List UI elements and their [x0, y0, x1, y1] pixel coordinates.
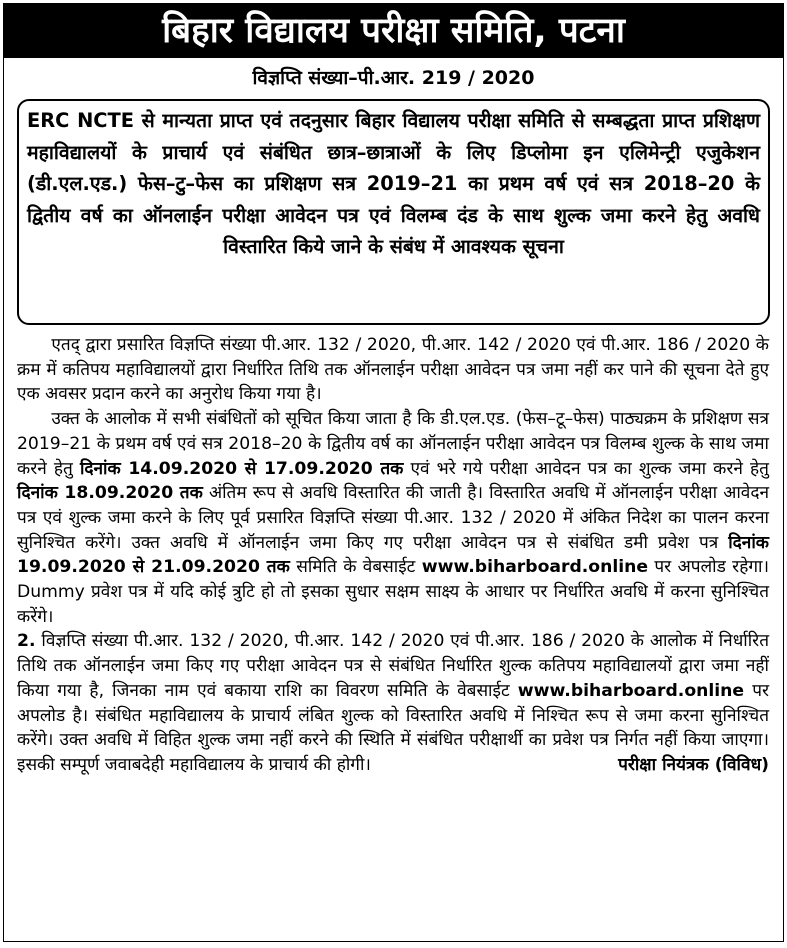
para2-text: एवं भरे गये परीक्षा आवेदन पत्र का शुल्क जमा करने हेतु [403, 458, 769, 479]
notice-body [17, 333, 769, 778]
subject-text: ERC NCTE से मान्यता प्राप्त एवं तदनुसार बिहार विद्यालय परीक्षा समिति से सम्बद्धता प्राप्त प्रशिक्षण महाविद्यालयों के प्राचार्य एवं संबंधित छात्र–छात्राओं के लिए डिप्लोमा इन एलिमेन्ट्री एजुकेशन (डी.एल.एड.) फेस–टु–फेस का प्रशिक्षण सत्र 2019–21 का प्रथम वर्ष एवं सत्र 2018–20 के द्वितीय वर्ष का ऑनलाईन परीक्षा आवेदन पत्र एवं विलम्ब दंड के साथ शुल्क जमा करने हेतु अवधि विस्तारित किये जाने के संबंध में आवश्यक सूचना [27, 109, 760, 258]
para3-text: विज्ञप्ति संख्या पी.आर. 132 / 2020, पी.आर. 142 / 2020 एवं पी.आर. 186 / 2020 के आलोक में निर्धारित तिथि तक ऑनलाईन जमा किए गए परीक्षा आवेदन पत्र से संबंधित निर्धारित शुल्क कतिपय महाविद्यालयों द्वारा जमा नहीं किया गया है, जिनका नाम एवं बकाया राशि का विवरण समिति के वेबसाईट [17, 631, 769, 701]
notice-number: विज्ञप्ति संख्या–पी.आर. 219 / 2020 [252, 67, 535, 89]
para2-text: अंतिम रूप से अवधि विस्तारित की जाती है। विस्तारित अवधि में ऑनलाईन परीक्षा आवेदन पत्र एवं शुल्क जमा करने के लिए पूर्व प्रसारित विज्ञप्ति संख्या पी.आर. 132 / 2020 में अंकित निदेश का पालन करना सुनिश्चित करेंगे। उक्त अवधि में ऑनलाईन जमा किए गए परीक्षा आवेदन पत्र से संबंधित डमी प्रवेश पत्र [17, 483, 769, 553]
para2-text: समिति के वेबसाईट [289, 557, 422, 578]
paragraph-2 [17, 407, 769, 629]
board-title: बिहार विद्यालय परीक्षा समिति, पटना [162, 11, 625, 51]
para3-text: पर अपलोड है। संबंधित महाविद्यालय के प्राचार्य लंबित शुल्क को विस्तारित अवधि में निश्चित रूप से जमा करना सुनिश्चित करेंगे। उक्त अवधि में विहित शुल्क जमा नहीं करने की स्थिति में संबंधित परीक्षार्थी का प्रवेश पत्र निर्गत नहीं किया जाएगा। इसकी सम्पूर्ण जवाबदेही महाविद्यालय के प्राचार्य की होगी। [17, 680, 769, 775]
paragraph-1: एतद् द्वारा प्रसारित विज्ञप्ति संख्या पी.आर. 132 / 2020, पी.आर. 142 / 2020 एवं पी.आर. 186 / 2020 के क्रम में कतिपय महाविद्यालयों द्वारा निर्धारित तिथि तक ऑनलाईन परीक्षा आवेदन पत्र जमा नहीं कर पाने की सूचना देते हुए एक अवसर प्रदान करने का अनुरोध किया गया है। [17, 335, 769, 405]
para2-text: उक्त के आलोक में सभी संबंधितों को सूचित किया जाता है कि डी.एल.एड. (फेस–टू–फेस) पाठ्यक्रम के प्रशिक्षण सत्र 2019–21 के प्रथम वर्ष एवं सत्र 2018–20 के द्वितीय वर्ष का ऑनलाईन परीक्षा आवेदन पत्र विलम्ब शुल्क के साथ जमा करने हेतु [17, 409, 769, 479]
fee-deadline: दिनांक 18.09.2020 तक [17, 483, 203, 504]
paragraph-number: 2. [17, 631, 36, 652]
application-dates: दिनांक 14.09.2020 से 17.09.2020 तक [79, 458, 404, 479]
website-link[interactable]: www.biharboard.online [517, 680, 745, 701]
para2-text: पर अपलोड रहेगा। Dummy प्रवेश पत्र में यदि कोई त्रुटि हो तो इसका सुधार सक्षम साक्ष्य के आधार पर निर्धारित अवधि में करना सुनिश्चित करेंगे। [17, 557, 769, 627]
paragraph-3 [17, 629, 769, 777]
dummy-admit-dates: दिनांक 19.09.2020 से 21.09.2020 तक [17, 532, 769, 578]
board-title-banner [4, 4, 783, 58]
website-link[interactable]: www.biharboard.online [421, 557, 649, 578]
subject-box [17, 99, 770, 325]
signoff: परीक्षा नियंत्रक (विविध) [618, 754, 769, 775]
notice-page [3, 3, 784, 942]
